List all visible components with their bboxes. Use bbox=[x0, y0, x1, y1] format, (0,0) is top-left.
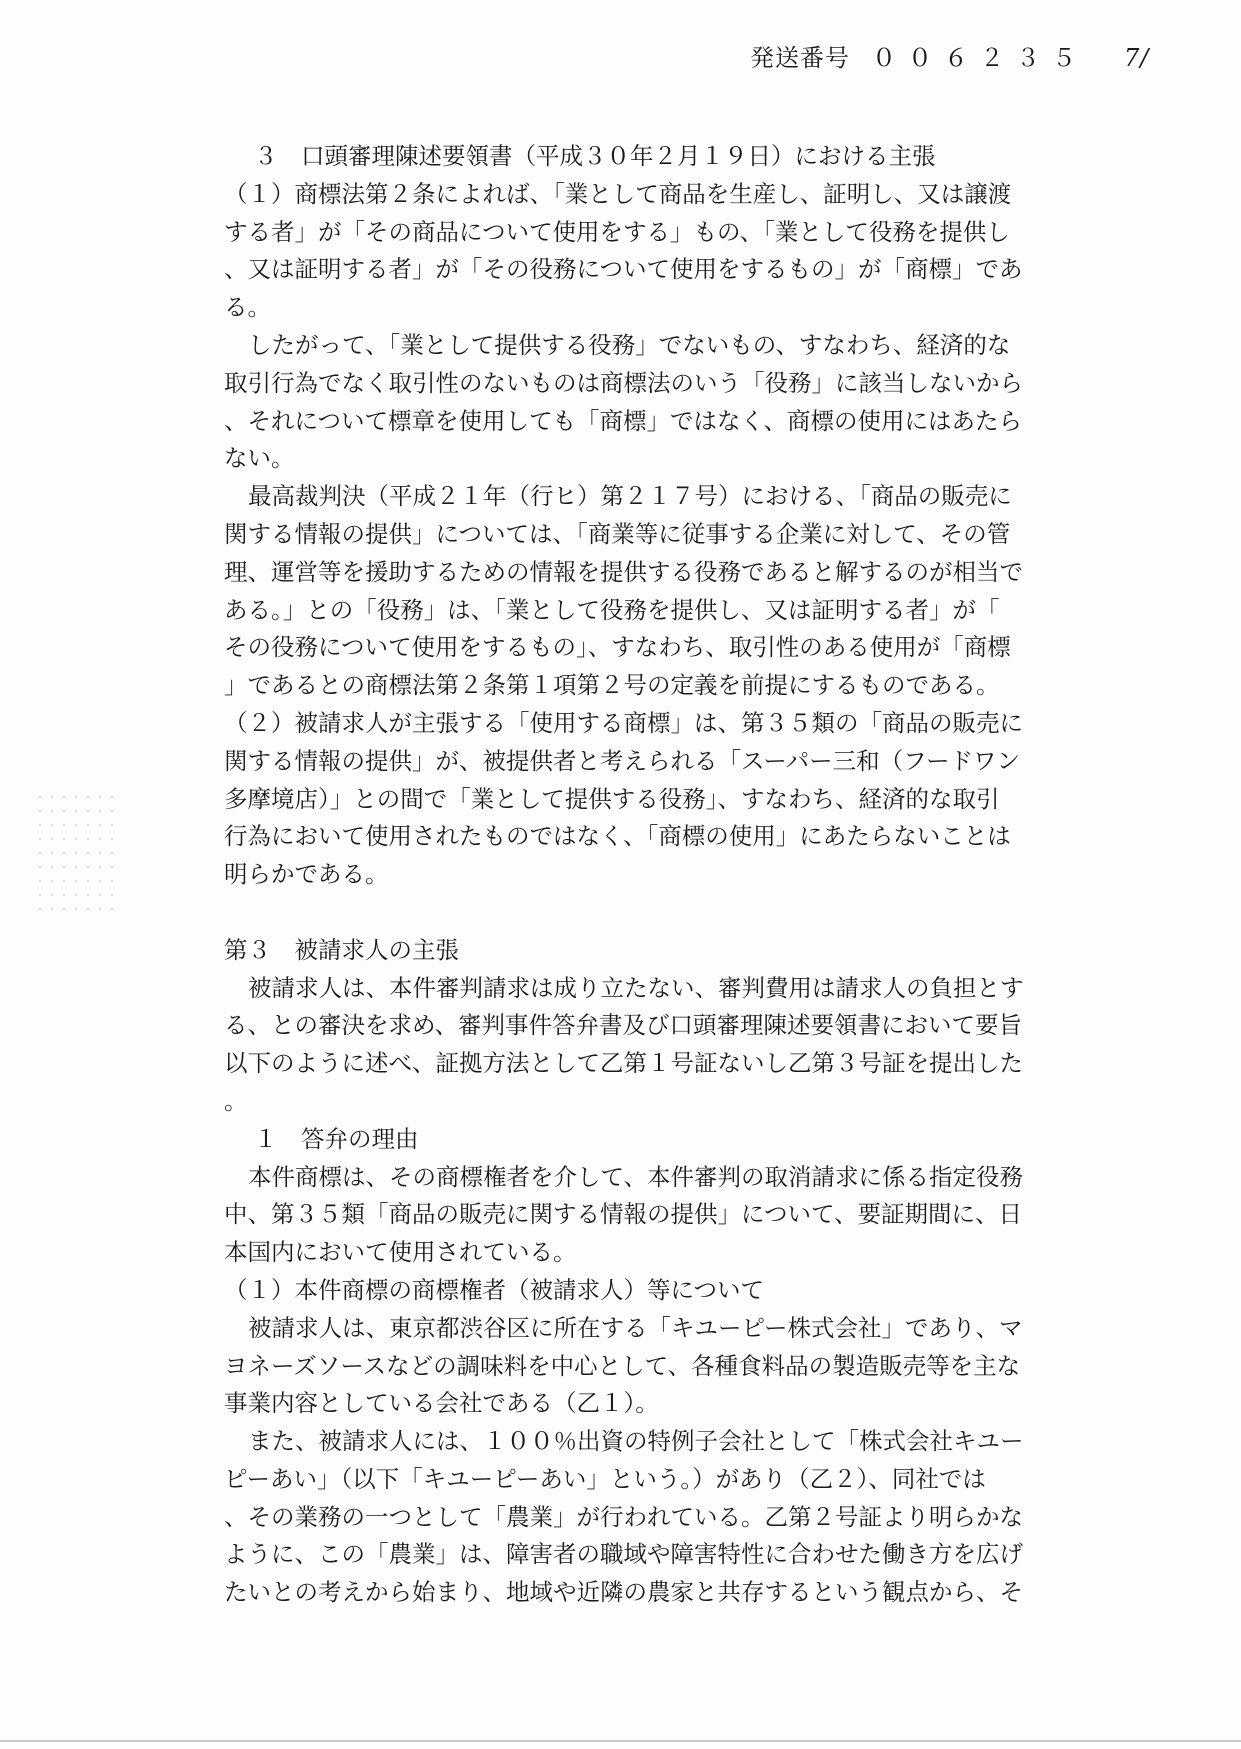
text-line: 関する情報の提供」については、「商業等に従事する企業に対して、その管 bbox=[224, 519, 1011, 548]
text-line: ３ 口頭審理陳述要領書（平成３０年２月１９日）における主張 bbox=[254, 142, 936, 170]
text-line: 行為において使用されたものではなく、「商標の使用」にあたらないことは bbox=[224, 822, 1011, 851]
text-line: ある。」との「役務」は、「業として役務を提供し、又は証明する者」が「 bbox=[224, 595, 1000, 624]
text-line: 中、第３５類「商品の販売に関する情報の提供」について、要証期間に、日 bbox=[224, 1200, 1023, 1229]
dispatch-number: ００６２３５ bbox=[872, 44, 1088, 72]
text-line: 」であるとの商標法第２条第１項第２号の定義を前提にするものである。 bbox=[224, 671, 1000, 700]
text-line: 事業内容としている会社である（乙１）。 bbox=[224, 1389, 659, 1418]
text-line: 本件商標は、その商標権者を介して、本件審判の取消請求に係る指定役務 bbox=[248, 1162, 1024, 1191]
document-body bbox=[224, 138, 1084, 1612]
page-number: 7/ bbox=[1124, 44, 1150, 72]
text-line: たいとの考えから始まり、地域や近隣の農家と共存するという観点から、そ bbox=[224, 1578, 1023, 1607]
text-line: １ 答弁の理由 bbox=[254, 1124, 419, 1153]
text-line: （２）被請求人が主張する「使用する商標」は、第３５類の「商品の販売に bbox=[224, 708, 1023, 737]
text-line: る。 bbox=[224, 293, 271, 322]
text-line: （１）商標法第２条によれば、「業として商品を生産し、証明し、又は譲渡 bbox=[224, 179, 1012, 208]
text-line: 理、運営等を援助するための情報を提供する役務であると解するのが相当で bbox=[224, 557, 1023, 586]
text-line: したがって、「業として提供する役務」でないもの、すなわち、経済的な bbox=[248, 330, 1011, 359]
text-line: する者」が「その商品について使用をする」もの、「業として役務を提供し bbox=[224, 217, 1010, 246]
text-line: 本国内において使用されている。 bbox=[224, 1238, 577, 1267]
blank-line bbox=[224, 894, 1084, 932]
document-header bbox=[750, 38, 1149, 73]
text-line: （１）本件商標の商標権者（被請求人）等について bbox=[224, 1275, 765, 1304]
text-line: 第３ 被請求人の主張 bbox=[224, 935, 459, 964]
text-line: 、その業務の一つとして「農業」が行われている。乙第２号証より明らかな bbox=[224, 1502, 1023, 1531]
text-line: 多摩境店）」との間で「業として提供する役務」、すなわち、経済的な取引 bbox=[224, 784, 1000, 813]
scan-edge-line bbox=[0, 1740, 1241, 1742]
text-line: 被請求人は、東京都渋谷区に所在する「キユーピー株式会社」であり、マ bbox=[248, 1313, 1023, 1342]
dispatch-number-label: 発送番号 bbox=[750, 44, 850, 72]
text-line: 最高裁判決（平成２１年（行ヒ）第２１７号）における、「商品の販売に bbox=[248, 482, 1012, 511]
text-line: 関する情報の提供」が、被提供者と考えられる「スーパー三和（フードワン bbox=[224, 746, 1020, 775]
text-line: 被請求人は、本件審判請求は成り立たない、審判費用は請求人の負担とす bbox=[248, 973, 1024, 1002]
scan-noise bbox=[34, 790, 114, 920]
text-line: 以下のように述べ、証拠方法として乙第１号証ないし乙第３号証を提出した bbox=[224, 1049, 1023, 1078]
text-line: 明らかである。 bbox=[224, 860, 389, 889]
text-line: 、それについて標章を使用しても「商標」ではなく、商標の使用にはあたら bbox=[224, 406, 1023, 435]
text-line: 、又は証明する者」が「その役務について使用をするもの」が「商標」であ bbox=[224, 255, 1023, 284]
text-line: 。 bbox=[224, 1086, 248, 1115]
text-line: その役務について使用をするもの」、すなわち、取引性のある使用が「商標 bbox=[224, 633, 1011, 662]
text-line: ように、この「農業」は、障害者の職域や障害特性に合わせた働き方を広げ bbox=[224, 1540, 1023, 1569]
text-line: ヨネーズソースなどの調味料を中心として、各種食料品の製造販売等を主な bbox=[224, 1351, 1021, 1380]
text-line: 取引行為でなく取引性のないものは商標法のいう「役務」に該当しないから bbox=[224, 368, 1023, 397]
text-line: また、被請求人には、１００％出資の特例子会社として「株式会社キユー bbox=[248, 1427, 1024, 1456]
text-line: ピーあい」（以下「キユーピーあい」という。）があり（乙２）、同社では bbox=[224, 1464, 986, 1493]
text-line: る、との審決を求め、審判事件答弁書及び口頭審理陳述要領書において要旨 bbox=[224, 1011, 1023, 1040]
text-line: ない。 bbox=[224, 444, 295, 473]
